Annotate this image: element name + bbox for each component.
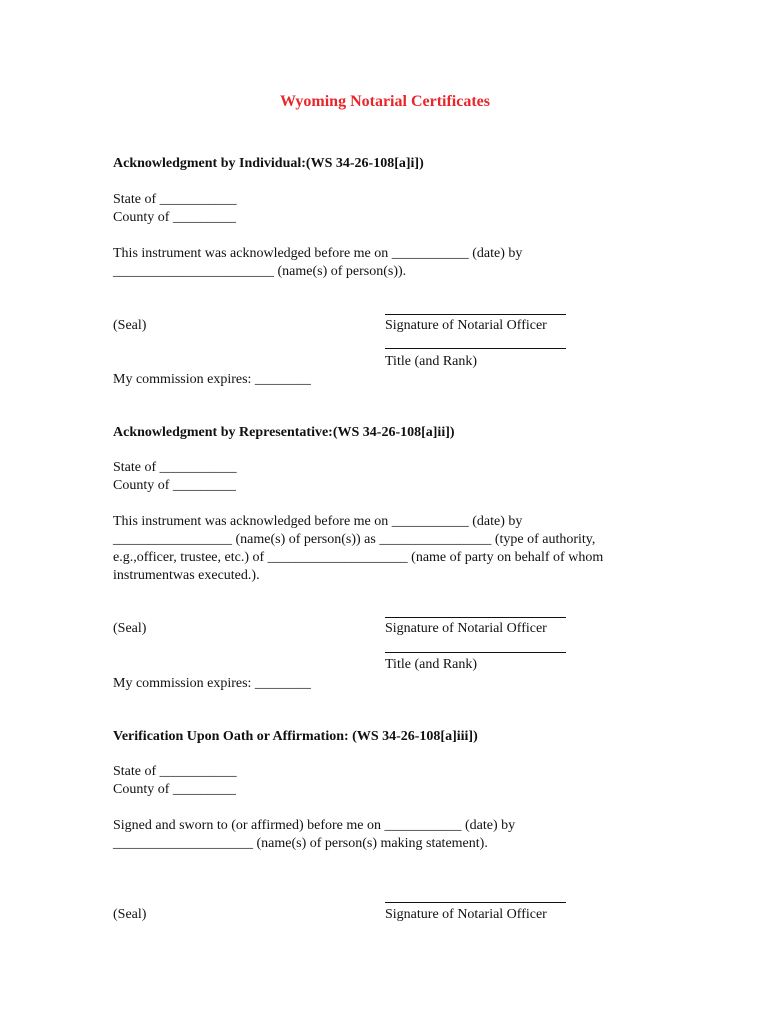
section-1-seal: (Seal) [113,318,147,333]
section-3-body-line-1: Signed and sworn to (or affirmed) before me on ___________ (date) by [113,818,516,833]
section-3-state: State of ___________ [113,764,237,779]
document-title: Wyoming Notarial Certificates [279,93,490,110]
section-1-signature-line [385,314,566,315]
section-2-signature-line [385,617,566,618]
section-1-body-line-2: _______________________ (name(s) of person(s)). [113,264,407,279]
section-2-body-line-2: _________________ (name(s) of person(s)) as ________________ (type of authority, [113,532,596,547]
section-1-state: State of ___________ [113,192,237,207]
section-3-seal: (Seal) [113,907,147,922]
section-1-commission: My commission expires: ________ [113,372,311,387]
section-3-county: County of _________ [113,782,236,797]
section-2-commission: My commission expires: ________ [113,676,311,691]
section-3-signature-line [385,902,566,903]
section-1-title-line [385,348,566,349]
section-1-county: County of _________ [113,210,236,225]
section-2-state: State of ___________ [113,460,237,475]
section-3-signature-label: Signature of Notarial Officer [385,907,547,922]
section-2-title-label: Title (and Rank) [385,657,478,672]
section-2-body-line-4: instrumentwas executed.). [113,568,260,583]
section-2-signature-label: Signature of Notarial Officer [385,621,547,636]
section-1-signature-label: Signature of Notarial Officer [385,318,547,333]
section-2-body-line-1: This instrument was acknowledged before me on ___________ (date) by [113,514,523,529]
section-3-heading: Verification Upon Oath or Affirmation: (WS 34-26-108[a]iii]) [113,729,478,744]
section-1-title-label: Title (and Rank) [385,354,478,369]
section-2-title-line [385,652,566,653]
section-1-heading: Acknowledgment by Individual:(WS 34-26-108[a]i]) [113,156,424,171]
section-2-heading: Acknowledgment by Representative:(WS 34-26-108[a]ii]) [113,425,455,440]
section-2-seal: (Seal) [113,621,147,636]
section-2-county: County of _________ [113,478,236,493]
section-1-body-line-1: This instrument was acknowledged before me on ___________ (date) by [113,246,523,261]
section-3-body-line-2: ____________________ (name(s) of person(s) making statement). [113,836,488,851]
section-2-body-line-3: e.g.,officer, trustee, etc.) of ____________________ (name of party on behalf of whom [113,550,604,565]
